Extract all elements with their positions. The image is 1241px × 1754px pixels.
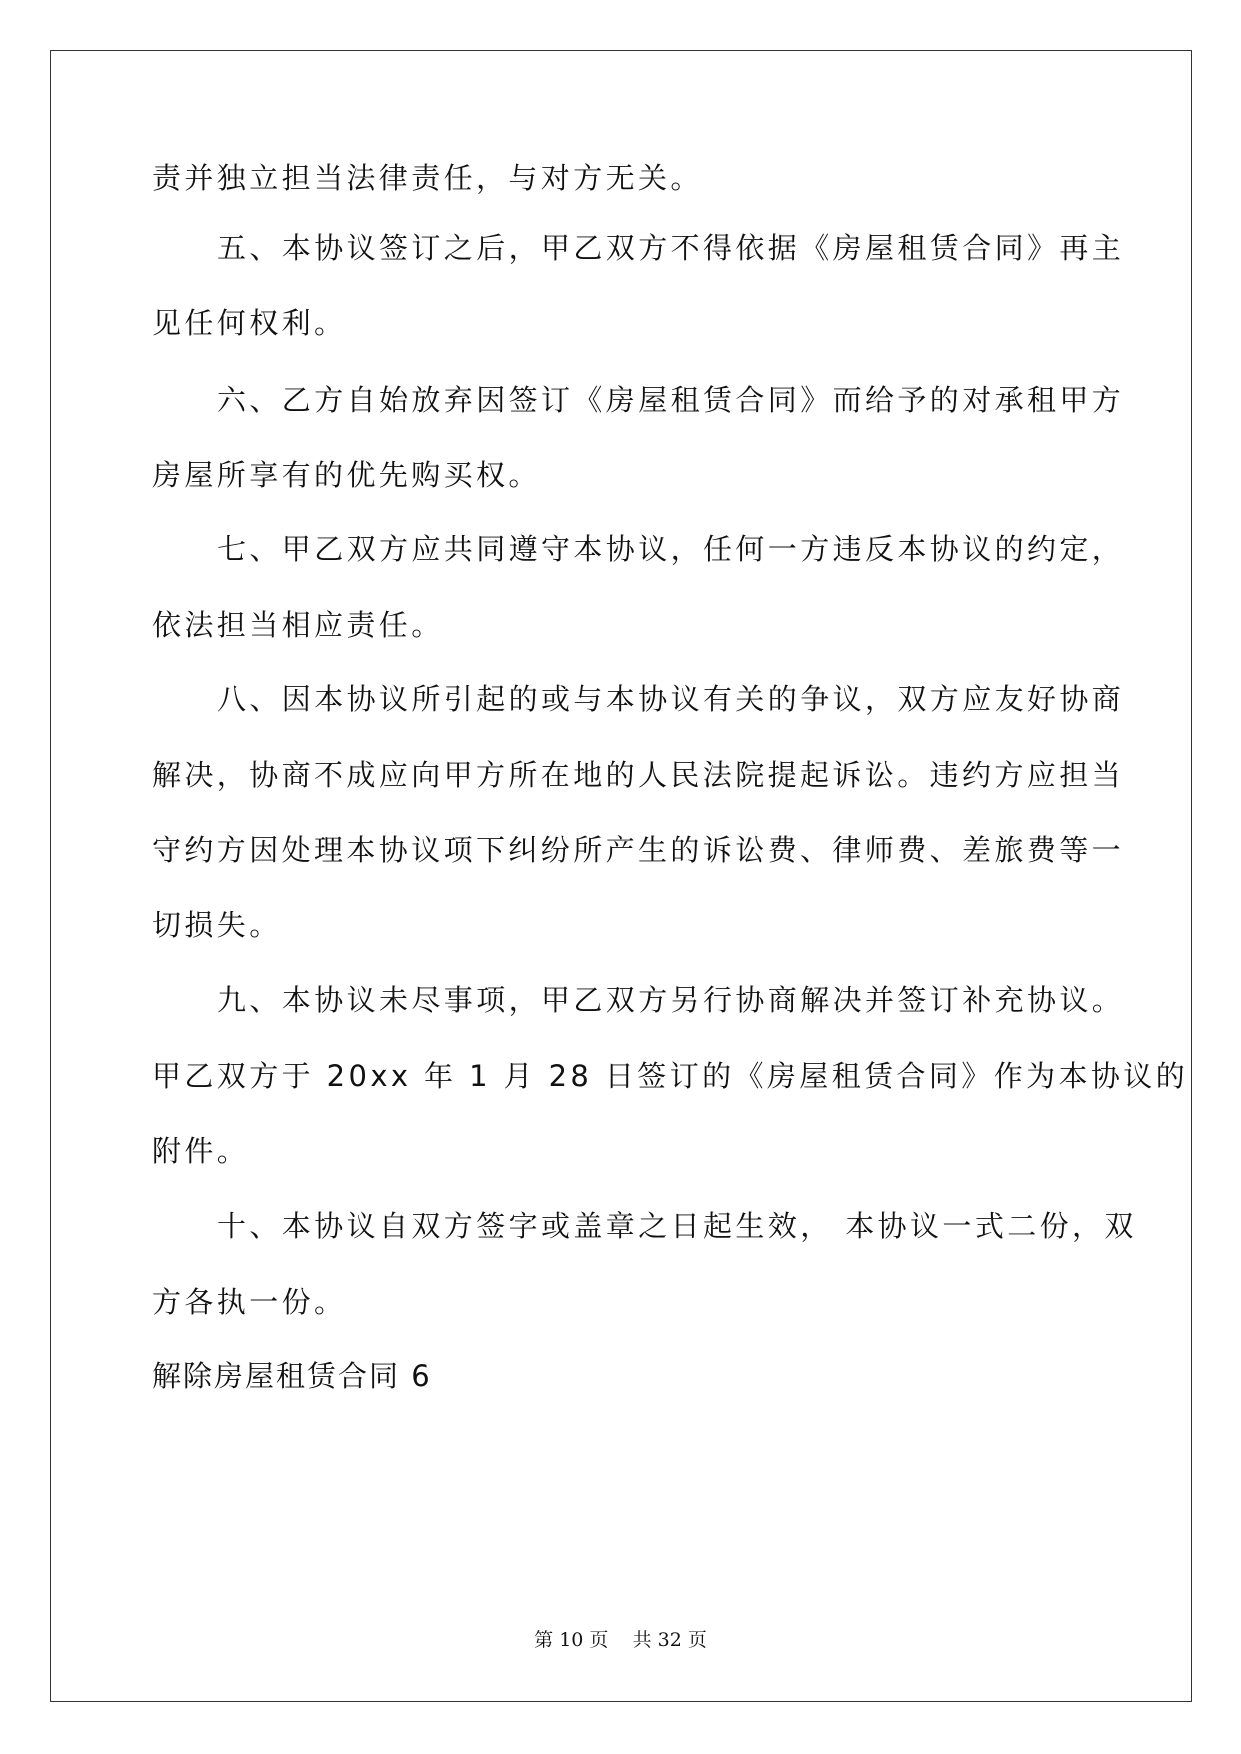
paragraph-line-14: 附件。 <box>152 1134 250 1168</box>
paragraph-line-11: 切损失。 <box>152 908 282 942</box>
paragraph-line-1: 责并独立担当法律责任，与对方无关。 <box>152 161 703 195</box>
paragraph-line-5: 房屋所享有的优先购买权。 <box>152 458 541 492</box>
paragraph-line-16: 方各执一份。 <box>152 1285 347 1319</box>
paragraph-line-7: 依法担当相应责任。 <box>152 608 444 642</box>
section-heading: 解除房屋租赁合同 6 <box>152 1359 432 1393</box>
page-number-footer: 第 10 页 共 32 页 <box>534 1629 707 1651</box>
paragraph-line-3: 见任何权利。 <box>152 306 347 340</box>
paragraph-line-15: 十、本协议自双方签字或盖章之日起生效， 本协议一式二份，双 <box>217 1209 1137 1243</box>
page-border <box>50 50 1192 1702</box>
paragraph-line-12: 九、本协议未尽事项，甲乙双方另行协商解决并签订补充协议。 <box>217 983 1125 1017</box>
paragraph-line-9: 解决，协商不成应向甲方所在地的人民法院提起诉讼。违约方应担当 <box>152 758 1125 792</box>
paragraph-line-6: 七、甲乙双方应共同遵守本协议，任何一方违反本协议的约定， <box>217 532 1125 566</box>
paragraph-line-10: 守约方因处理本协议项下纠纷所产生的诉讼费、律师费、差旅费等一 <box>152 833 1125 867</box>
paragraph-line-13: 甲乙双方于 20xx 年 1 月 28 日签订的《房屋租赁合同》作为本协议的 <box>152 1059 1189 1093</box>
paragraph-line-8: 八、因本协议所引起的或与本协议有关的争议，双方应友好协商 <box>217 682 1125 716</box>
paragraph-line-2: 五、本协议签订之后，甲乙双方不得依据《房屋租赁合同》再主 <box>217 231 1125 265</box>
paragraph-line-4: 六、乙方自始放弃因签订《房屋租赁合同》而给予的对承租甲方 <box>217 383 1125 417</box>
